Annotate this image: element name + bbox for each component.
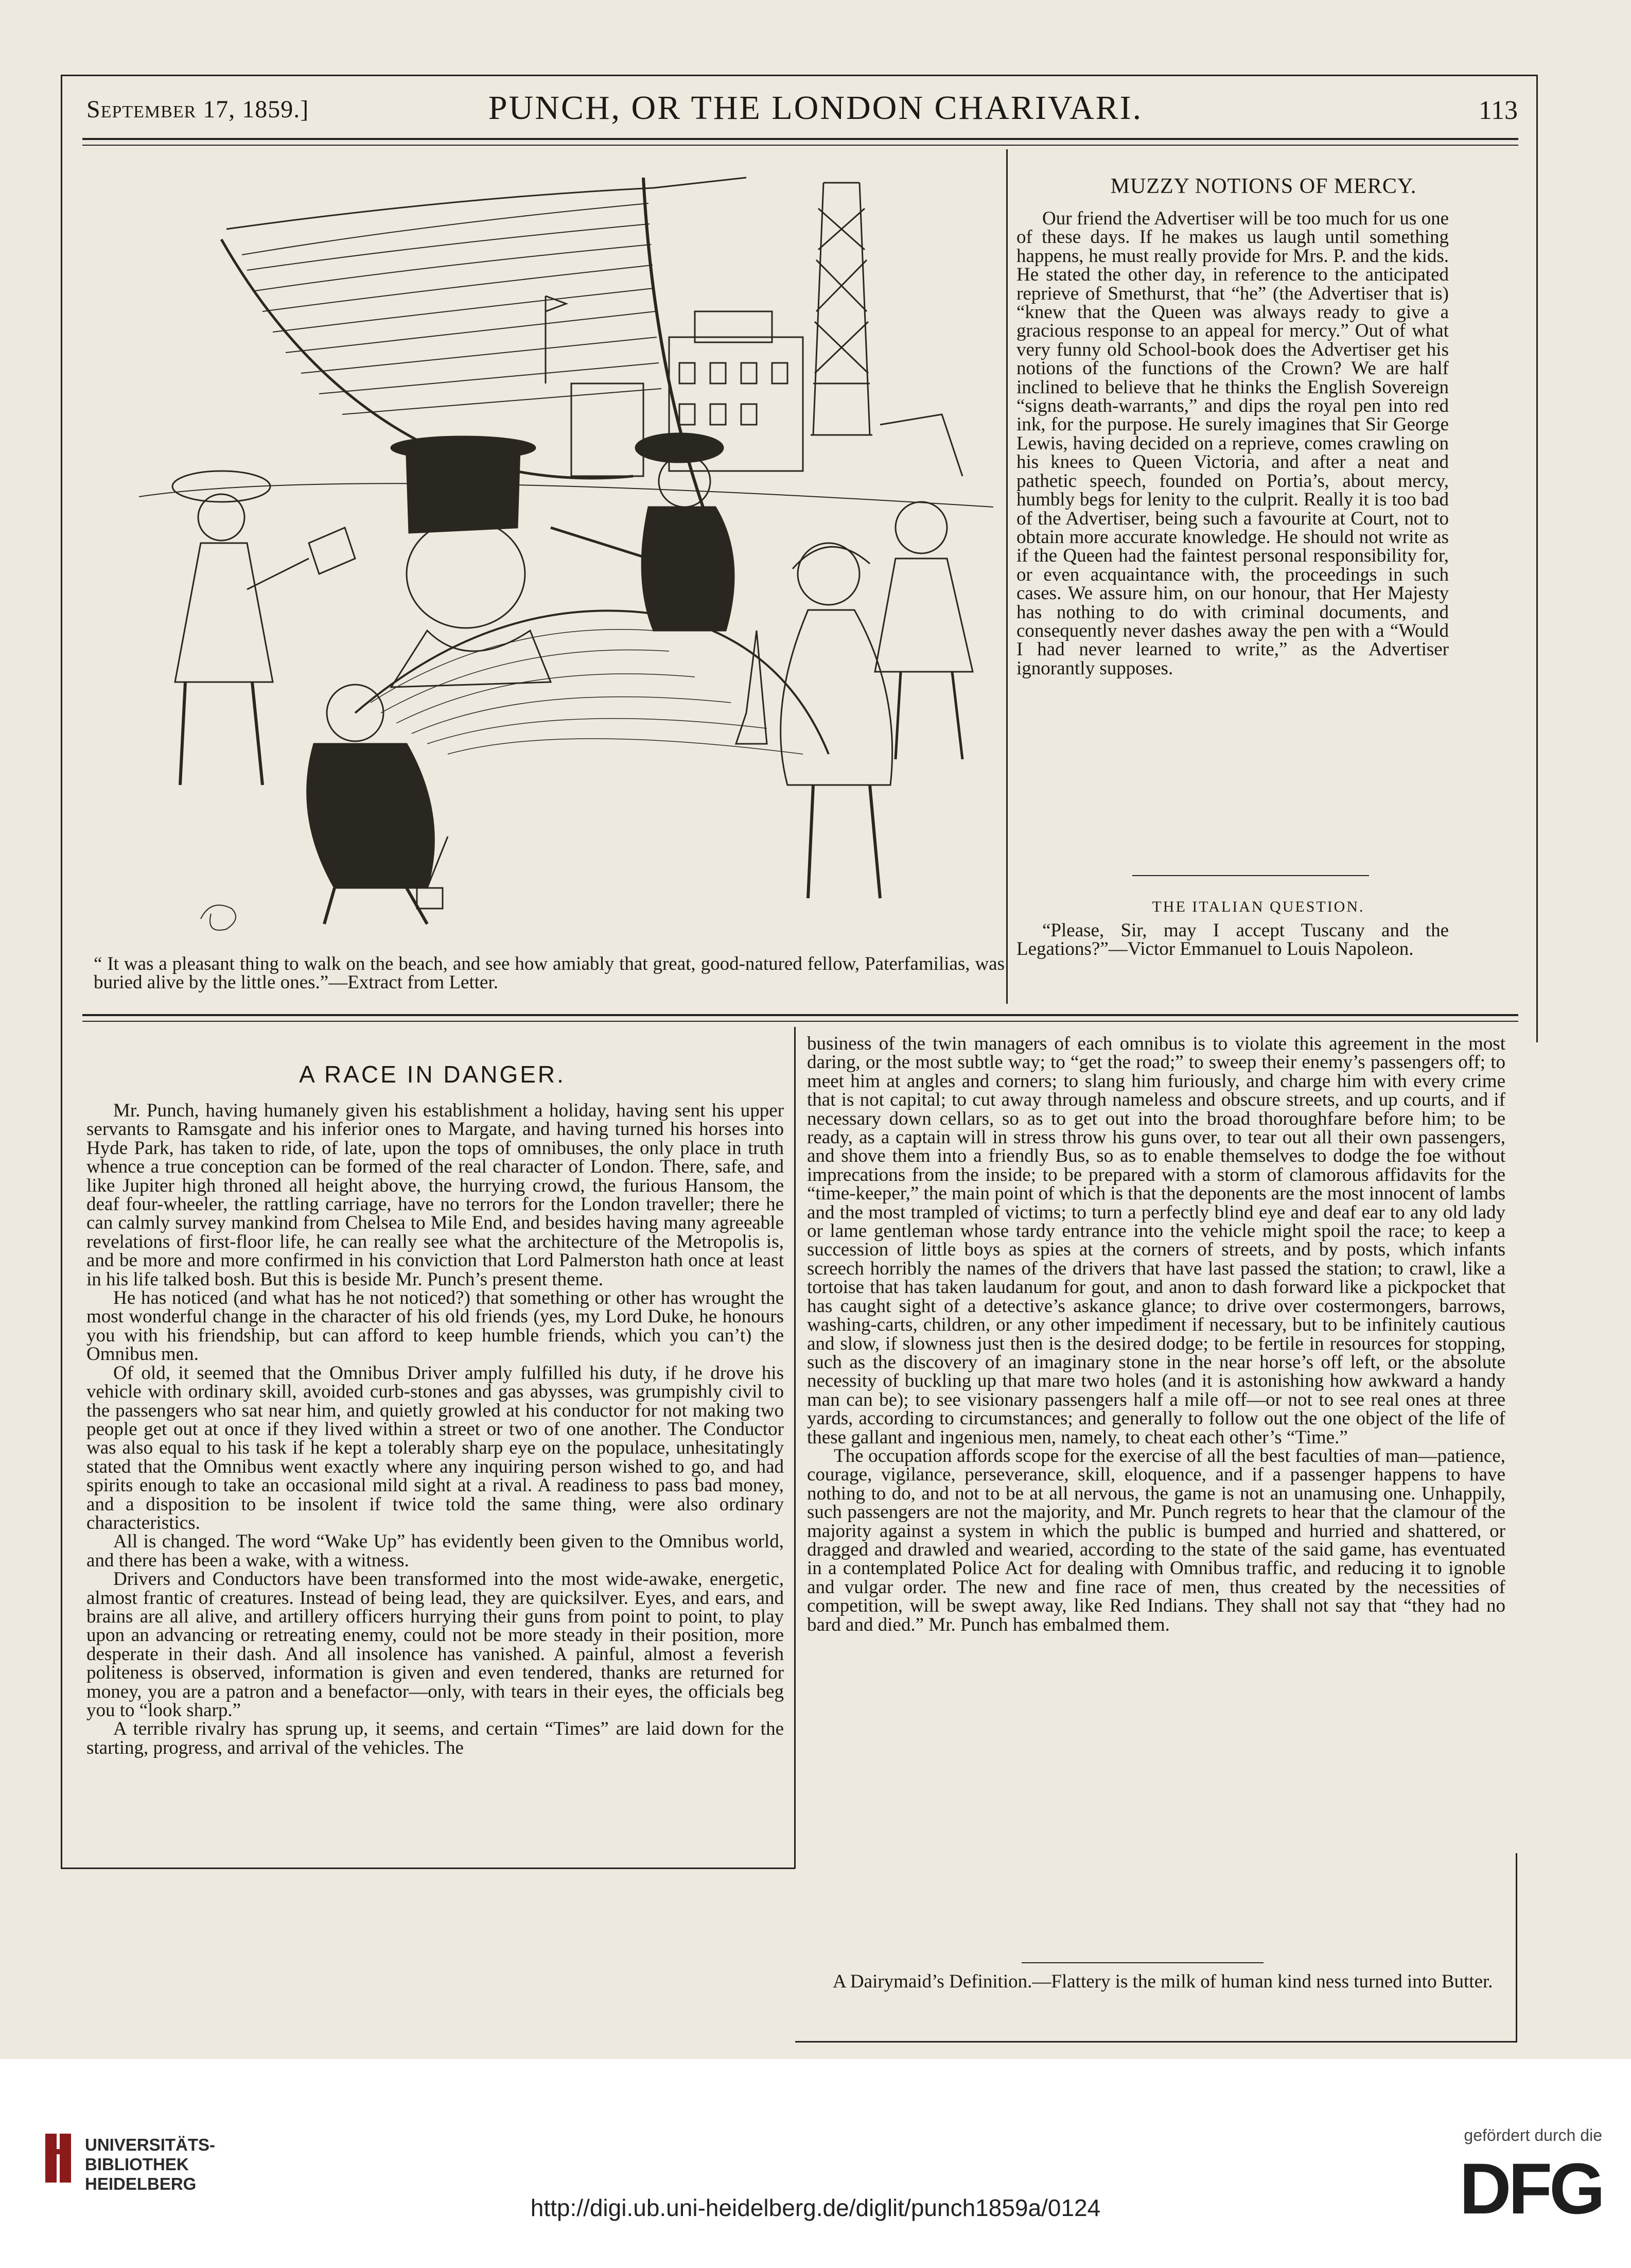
- race-paragraph-3: Of old, it seemed that the Omnibus Driver amply fulfilled his duty, if he drove his vehicle with ordinary skill, avoided curb-stones and gas abysses, was grumpishly civil to the passengers who sat near him, and quietly growled at his conductor for not making two people get out at once if they lived within a street or two of one another. The Conductor was also equal to his task if he kept a tolerably sharp eye on the populace, unhesitatingly stated that the Omnibus went exactly where any inquiring person wished to go, and had spirits enough to take an occasional mild sight at a rival. A readiness to pass bad money, and a disposition to be insolent if twice told the same thing, were also ordinary characteristics.: [86, 1362, 784, 1533]
- illustration-caption: “ It was a pleasant thing to walk on the beach, and see how amiably that great, good-natured fellow, Paterfamilias, was buried alive by the little ones.”—Extract from Letter.: [94, 953, 1005, 993]
- university-seal-icon: [45, 2134, 74, 2183]
- column-divider-top: [1006, 149, 1008, 1004]
- mid-rule-thin: [82, 1021, 1518, 1022]
- dairymaid-rule: [1022, 1962, 1264, 1963]
- library-footer: [0, 2059, 1631, 2268]
- column-divider-bottom: [794, 1027, 796, 1869]
- header-date: September 17, 1859.]: [86, 96, 309, 123]
- race-paragraph-2: He has noticed (and what has he not noticed?) that something or other has wrought the most wonderful change in the character of his old friends (yes, my Lord Duke, he honours you with his friendship, but can afford to keep humble friends, which you can’t) the Omnibus men.: [86, 1287, 784, 1365]
- race-title: A RACE IN DANGER.: [299, 1061, 566, 1088]
- funded-by-label: gefördert durch die: [1464, 2126, 1602, 2144]
- right-border-bottom: [1516, 1853, 1517, 2043]
- bottom-right-rule: [795, 2041, 1516, 2043]
- institution-line-2: BIBLIOTHEK: [85, 2155, 189, 2174]
- race-paragraph-6: A terrible rivalry has sprung up, it seems, and certain “Times” are laid down for the starting, progress, and arrival of the vehicles. The: [86, 1718, 784, 1758]
- race-paragraph-1: Mr. Punch, having humanely given his establishment a holiday, having sent his upper servants to Ramsgate and his inferior ones to Margate, and having turned his horses into Hyde Park, has taken to ride, of late, upon the tops of omnibuses, the only place in truth whence a true conception can be formed of the real character of London. There, safe, and like Jupiter high throned all height above, the hurrying crowd, the furious Hansom, the deaf four-wheeler, the rattling carriage, have no terrors for the London traveller; there he can calmly survey mankind from Chelsea to Mile End, and besides having many agreeable revelations of first-floor life, he can really see what the architecture of the Metropolis is, and be more and more confirmed in his conviction that Lord Palmerston hath once at least in his life talked bosh. But this is beside Mr. Punch’s present theme.: [86, 1100, 784, 1290]
- institution-line-1: UNIVERSITÄTS-: [85, 2135, 216, 2154]
- institution-line-3: HEIDELBERG: [85, 2174, 197, 2193]
- muzzy-title: MUZZY NOTIONS OF MERCY.: [1110, 175, 1417, 198]
- dairymaid-text: A Dairymaid’s Definition.—Flattery is the milk of human kind ness turned into Butter.: [833, 1971, 1493, 1992]
- muzzy-text: Our friend the Advertiser will be too much for us one of these days. If he makes us laugh until something happens, he must really provide for Mrs. P. and the kids. He stated the other day, in reference to the anticipated reprieve of Smethurst, that “he” (the Advertiser that is) “knew that the Queen was always ready to give a gracious response to an appeal for mercy.” Out of what very funny old School-book does the Advertiser get his notions of the functions of the Crown? We are half inclined to believe that he thinks the English Sovereign “signs death-warrants,” and dips the royal pen into red ink, for the purpose. He surely imagines that Sir George Lewis, having decided on a reprieve, comes crawling on his knees to Queen Victoria, and after a neat and pathetic speech, founded on Portia’s, about mercy, humbly begs for lenity to the culprit. Really it is too bad of the Advertiser, being such a favourite at Court, not to obtain more accurate knowledge. He should not write as if the Queen had the faintest personal responsibility for, or even acquaintance with, the proceedings in such cases. We assure him, on our honour, that Her Majesty has nothing to do with criminal documents, and consequently never dashes away the pen with a “Would I had never learned to write,” as the Advertiser ignorantly supposes.: [1016, 208, 1449, 679]
- section-rule: [1132, 875, 1369, 876]
- race-paragraph-4: All is changed. The word “Wake Up” has evidently been given to the Omnibus world, and there has been a wake, with a witness.: [86, 1531, 784, 1571]
- left-border: [61, 75, 62, 1869]
- race-column-left: [86, 1102, 784, 1757]
- masthead-title: PUNCH, OR THE LONDON CHARIVARI.: [488, 89, 1143, 127]
- race-column-right: [807, 1035, 1505, 1634]
- top-border: [61, 75, 1538, 76]
- mid-rule: [82, 1014, 1518, 1016]
- institution-name: [85, 2135, 215, 2194]
- bottom-left-rule: [61, 1868, 795, 1869]
- dfg-logo: DFG: [1459, 2148, 1602, 2229]
- race-paragraph-5: Drivers and Conductors have been transformed into the most wide-awake, energetic, almost frantic of creatures. Instead of being lead, they are quicksilver. Eyes, and ears, and brains are all alive, and artillery officers hurrying their guns from point to point, to play upon an advancing or retreating enemy, could not be more steady in their position, more desperate in their dash. And all insolence has vanished. A painful, almost a feverish politeness is observed, information is given and even tendered, thanks are returned for money, you are a patron and a benefactor—only, with tears in their eyes, the officials beg you to “look sharp.”: [86, 1568, 784, 1721]
- race-continuation-2: The occupation affords scope for the exercise of all the best faculties of man—patience, courage, vigilance, perseverance, skill, eloquence, and if a passenger happens to have nothing to do, and not to be at all nervous, the game is not an unamusing one. Unhappily, such passengers are not the majority, and Mr. Punch regrets to hear that the clamour of the majority against a system in which the public is bumped and hurried and shattered, or dragged and drawled and wearied, according to the state of the said game, has eventuated in a contemplated Police Act for dealing with Omnibus traffic, and reducing it to ignoble and vulgar order. The new and fine race of men, thus created by the necessities of competition, will be swept away, like Red Indians. They shall not say that “they had no bard and died.” Mr. Punch has embalmed them.: [807, 1445, 1505, 1635]
- italian-text: “Please, Sir, may I accept Tuscany and the Legations?”—Victor Emmanuel to Louis Napoleon.: [1016, 920, 1449, 960]
- source-url-link[interactable]: http://digi.ub.uni-heidelberg.de/diglit/punch1859a/0124: [530, 2194, 1101, 2221]
- header-rule: [82, 138, 1518, 140]
- right-border: [1536, 75, 1538, 1042]
- italian-title: THE ITALIAN QUESTION.: [1152, 898, 1365, 915]
- header-rule-thin: [82, 145, 1518, 146]
- race-continuation-1: business of the twin managers of each omnibus is to violate this agreement in the most daring, or the most subtle way; to “get the road;” to sweep their enemy’s passengers off; to meet him at angles and corners; to slang him furiously, and charge him with every crime that is not capital; to cut away through nameless and obscure streets, and up courts, and if necessary down cellars, so as to get out into the broad thoroughfare before him; to be ready, as a captain will in stress throw his guns over, to tear out all their own passengers, and shove them into a friendly Bus, so as to enable themselves to dodge the foe without imprecations from the inside; to be prepared with a storm of clamorous affidavits for the “time-keeper,” the main point of which is that the deponents are the most innocent of lambs and the most trampled of victims; to turn a perfectly blind eye and deaf ear to any old lady or lame gentleman whose tardy entrance into the vehicle might spoil the race; to keep a succession of little boys as spies at the corners of streets, and by posts, which infants screech horribly the names of the drivers that have last passed the station; to crawl, like a tortoise that has taken laudanum for gout, and anon to dash forward like a pickpocket that has caught sight of a detective’s askance glance; to drive over costermongers, barrows, washing-carts, children, or any other impediment if necessary, but to be infinitely cautious and slow, if slowness just then is the desired dodge; to be fertile in resources for stopping, such as the discovery of an imaginary stone in the near horse’s off left, or the absolute necessity of buckling up that mare two holes (and it is astonishing how awkward a handy man can be); to see visionary passengers half a mile off—or not to see real ones at three yards, according to circumstances; and generally to follow out the one object of the life of these gallant and ingenious men, namely, to cheat each other’s “Time.”: [807, 1033, 1505, 1448]
- page-number: 113: [1478, 96, 1518, 125]
- cartoon-illustration: [139, 167, 993, 939]
